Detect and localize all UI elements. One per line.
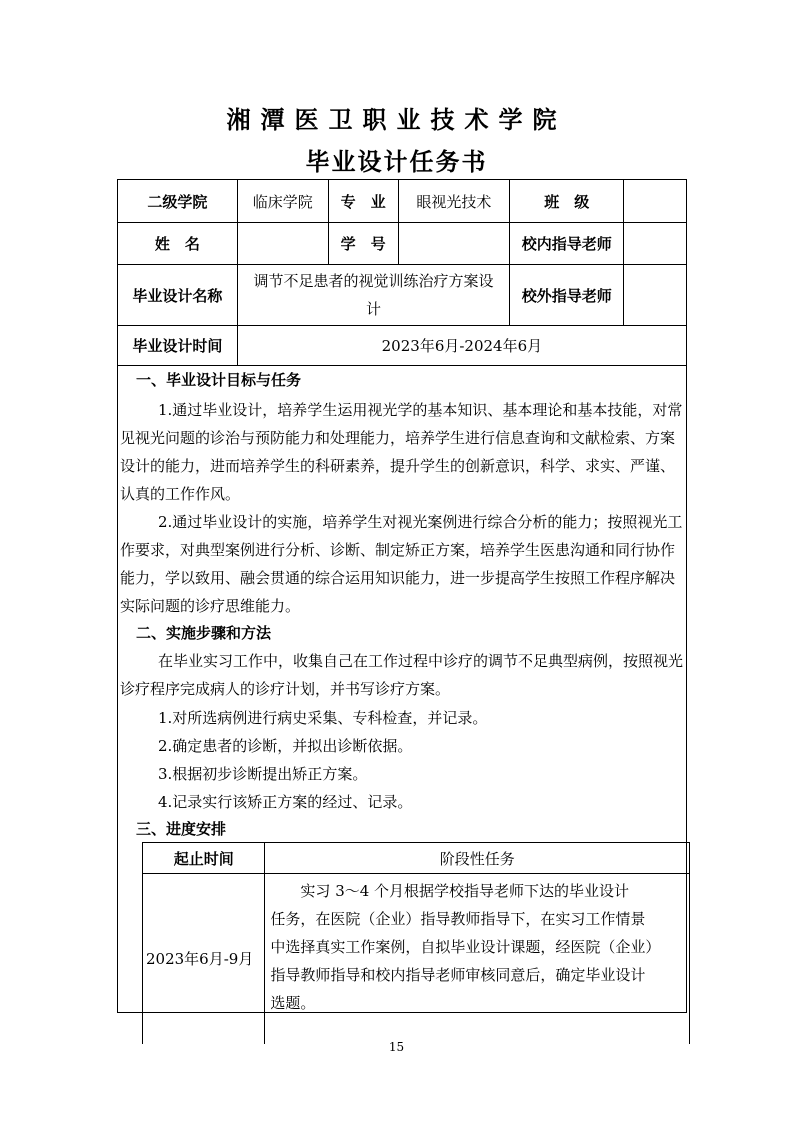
school-name: 湘潭医卫职业技术学院: [226, 106, 567, 134]
paragraph-line: 作要求，对典型案例进行分析、诊断、制定矫正方案，培养学生医患沟通和同行协作: [120, 541, 676, 559]
design-name-line: 计: [366, 300, 382, 318]
table-row: [143, 874, 690, 1044]
paragraph-line: 见视光问题的诊治与预防能力和处理能力，培养学生进行信息查询和文献检索、方案: [120, 429, 676, 447]
design-name-line: 调节不足患者的视觉训练治疗方案设: [253, 272, 494, 290]
design-name-label: 毕业设计名称: [118, 265, 238, 326]
college-label: 二级学院: [118, 180, 238, 223]
section-heading: 二、实施步骤和方法: [136, 624, 272, 642]
outer-tutor-value: [624, 265, 687, 326]
step-item: 4.记录实行该矫正方案的经过、记录。: [158, 793, 413, 811]
inner-tutor-value: [624, 223, 687, 265]
design-name-value: [237, 265, 510, 326]
paragraph-line: 设计的能力，进而培养学生的科研素养，提升学生的创新意识，科学、求实、严谨、: [120, 457, 676, 475]
col-header-time: 起止时间: [143, 843, 265, 874]
paragraph-line: 认真的工作作风。: [120, 485, 241, 503]
student-id-label: 学 号: [328, 223, 398, 265]
name-value: [237, 223, 328, 265]
name-label: 姓 名: [118, 223, 238, 265]
step-item: 2.确定患者的诊断，并拟出诊断依据。: [158, 737, 413, 755]
step-item: 3.根据初步诊断提出矫正方案。: [158, 765, 368, 783]
outer-tutor-label: 校外指导老师: [510, 265, 624, 326]
col-header-task: 阶段性任务: [265, 843, 690, 874]
page-number: 15: [388, 1040, 405, 1054]
paragraph-line: 2.通过毕业设计的实施，培养学生对视光案例进行综合分析的能力；按照视光工: [158, 513, 683, 531]
paragraph-line: 诊疗程序完成病人的诊疗计划，并书写诊疗方案。: [120, 680, 451, 698]
section-heading: 一、毕业设计目标与任务: [136, 371, 302, 389]
design-time-value: 2023年6月-2024年6月: [237, 326, 686, 366]
paragraph-line: 在毕业实习工作中，收集自己在工作过程中诊疗的调节不足典型病例，按照视光: [158, 652, 684, 670]
task-line: 实习 3～4 个月根据学校指导老师下达的毕业设计: [270, 882, 630, 900]
paragraph-line: 能力，学以致用、融会贯通的综合运用知识能力，进一步提高学生按照工作程序解决: [120, 569, 676, 587]
document-title: 毕业设计任务书: [305, 148, 488, 176]
class-label: 班 级: [510, 180, 624, 223]
class-value: [624, 180, 687, 223]
inner-tutor-label: 校内指导老师: [510, 223, 624, 265]
step-item: 1.对所选病例进行病史采集、专科检查，并记录。: [158, 709, 488, 727]
major-label: 专 业: [328, 180, 398, 223]
task-line: 指导教师指导和校内指导老师审核同意后，确定毕业设计: [270, 966, 646, 984]
task-line: 中选择真实工作案例，自拟毕业设计课题，经医院（企业）: [270, 938, 661, 956]
section-heading: 三、进度安排: [136, 820, 227, 838]
task-line: 选题。: [270, 994, 316, 1012]
major-value: 眼视光技术: [398, 180, 510, 223]
paragraph-line: 实际问题的诊疗思维能力。: [120, 597, 301, 615]
task-line: 任务，在医院（企业）指导教师指导下，在实习工作情景: [270, 910, 646, 928]
student-id-value: [398, 223, 510, 265]
paragraph-line: 1.通过毕业设计，培养学生运用视光学的基本知识、基本理论和基本技能，对常: [158, 401, 683, 419]
schedule-time: 2023年6月-9月: [143, 874, 265, 1044]
college-value: 临床学院: [237, 180, 328, 223]
design-time-label: 毕业设计时间: [118, 326, 238, 366]
schedule-table: [142, 842, 690, 1044]
schedule-task: [265, 874, 690, 1044]
